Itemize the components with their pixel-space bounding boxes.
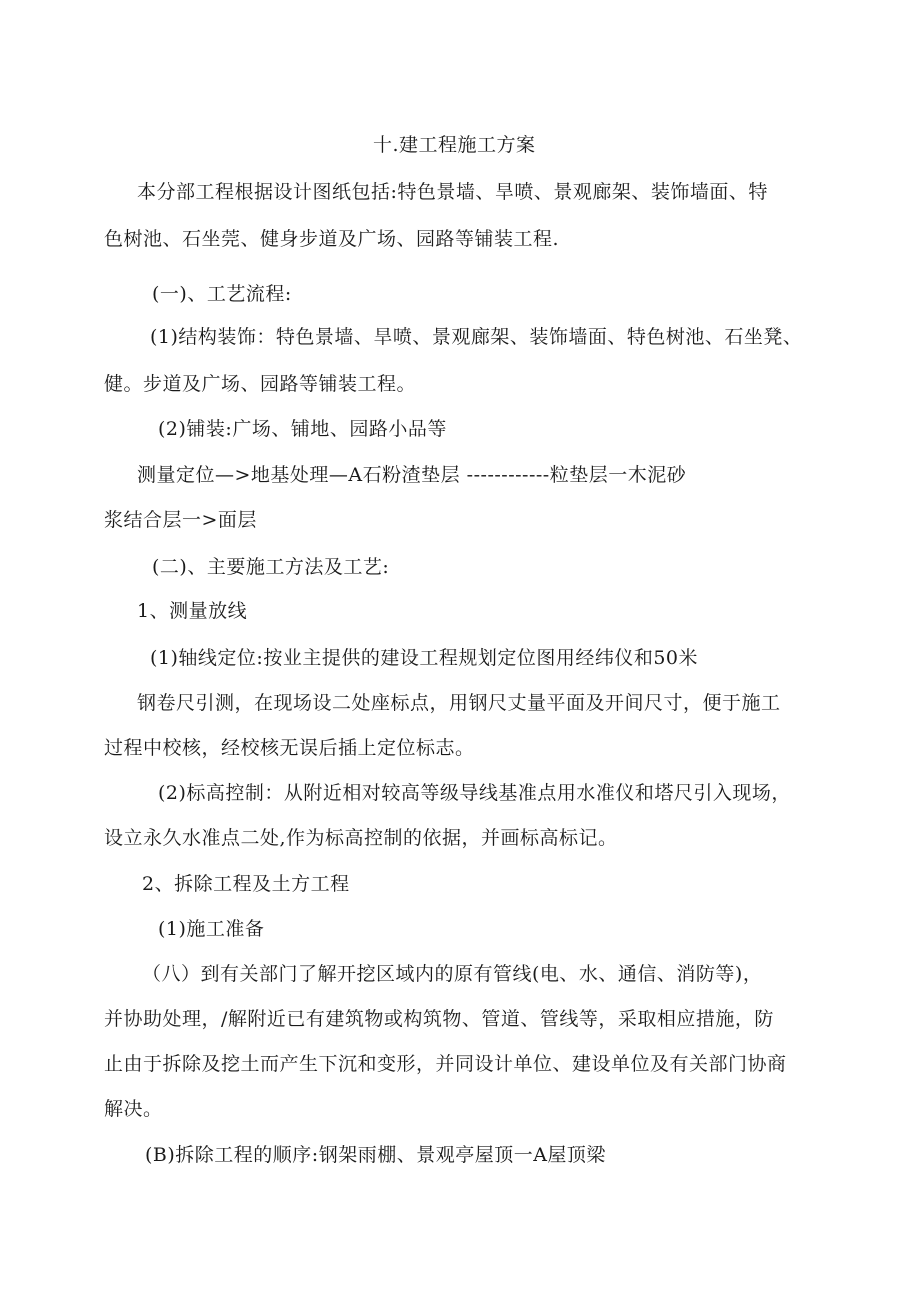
document-title: 十.建工程施工方案 xyxy=(373,134,536,156)
paragraph-line: 色树池、石坐莞、健身步道及广场、园路等铺装工程. xyxy=(104,228,560,250)
subsection-heading: 1、测量放线 xyxy=(137,600,248,622)
section-heading: (二)、主要施工方法及工艺: xyxy=(152,556,390,578)
paragraph-line: (2)标高控制：从附近相对较高等级导线基准点用水准仪和塔尺引入现场， xyxy=(158,782,791,804)
paragraph-line: 测量定位—>地基处理—A石粉渣垫层 ------------粒垫层一木泥砂 xyxy=(137,464,687,486)
paragraph-line: 设立永久水准点二处,作为标高控制的依据，并画标高标记。 xyxy=(104,827,618,849)
paragraph-line: 止由于拆除及挖土而产生下沉和变形，并同设计单位、建设单位及有关部门协商 xyxy=(104,1053,787,1075)
subsection-heading: 2、拆除工程及土方工程 xyxy=(142,873,350,895)
paragraph-line: 解决。 xyxy=(104,1098,163,1120)
paragraph-line: 浆结合层一>面层 xyxy=(104,509,257,531)
paragraph-line: (1)结构装饰：特色景墙、旱喷、景观廊架、装饰墙面、特色树池、石坐凳、 xyxy=(150,326,803,348)
paragraph-line: 钢卷尺引测，在现场设二处座标点，用钢尺丈量平面及开间尺寸，便于施工 xyxy=(137,692,781,714)
paragraph-line: (B)拆除工程的顺序:钢架雨棚、景观亭屋顶一A屋顶梁 xyxy=(145,1144,606,1166)
paragraph-line: 并协助处理，/解附近已有建筑物或构筑物、管道、管线等，采取相应措施，防 xyxy=(104,1008,774,1030)
paragraph-line: 健。步道及广场、园路等铺装工程。 xyxy=(104,373,417,395)
paragraph-line: 过程中校核，经校核无误后插上定位标志。 xyxy=(104,737,475,759)
paragraph-line: (1)施工准备 xyxy=(158,918,265,940)
section-heading: (一)、工艺流程: xyxy=(152,283,292,305)
paragraph-line: (2)铺装:广场、铺地、园路小品等 xyxy=(158,418,447,440)
paragraph-line: (1)轴线定位:按业主提供的建设工程规划定位图用经纬仪和50米 xyxy=(150,647,698,669)
paragraph-line: 本分部工程根据设计图纸包括:特色景墙、旱喷、景观廊架、装饰墙面、特 xyxy=(137,181,768,203)
paragraph-line: （八）到有关部门了解开挖区域内的原有管线(电、水、通信、消防等)， xyxy=(142,963,763,985)
